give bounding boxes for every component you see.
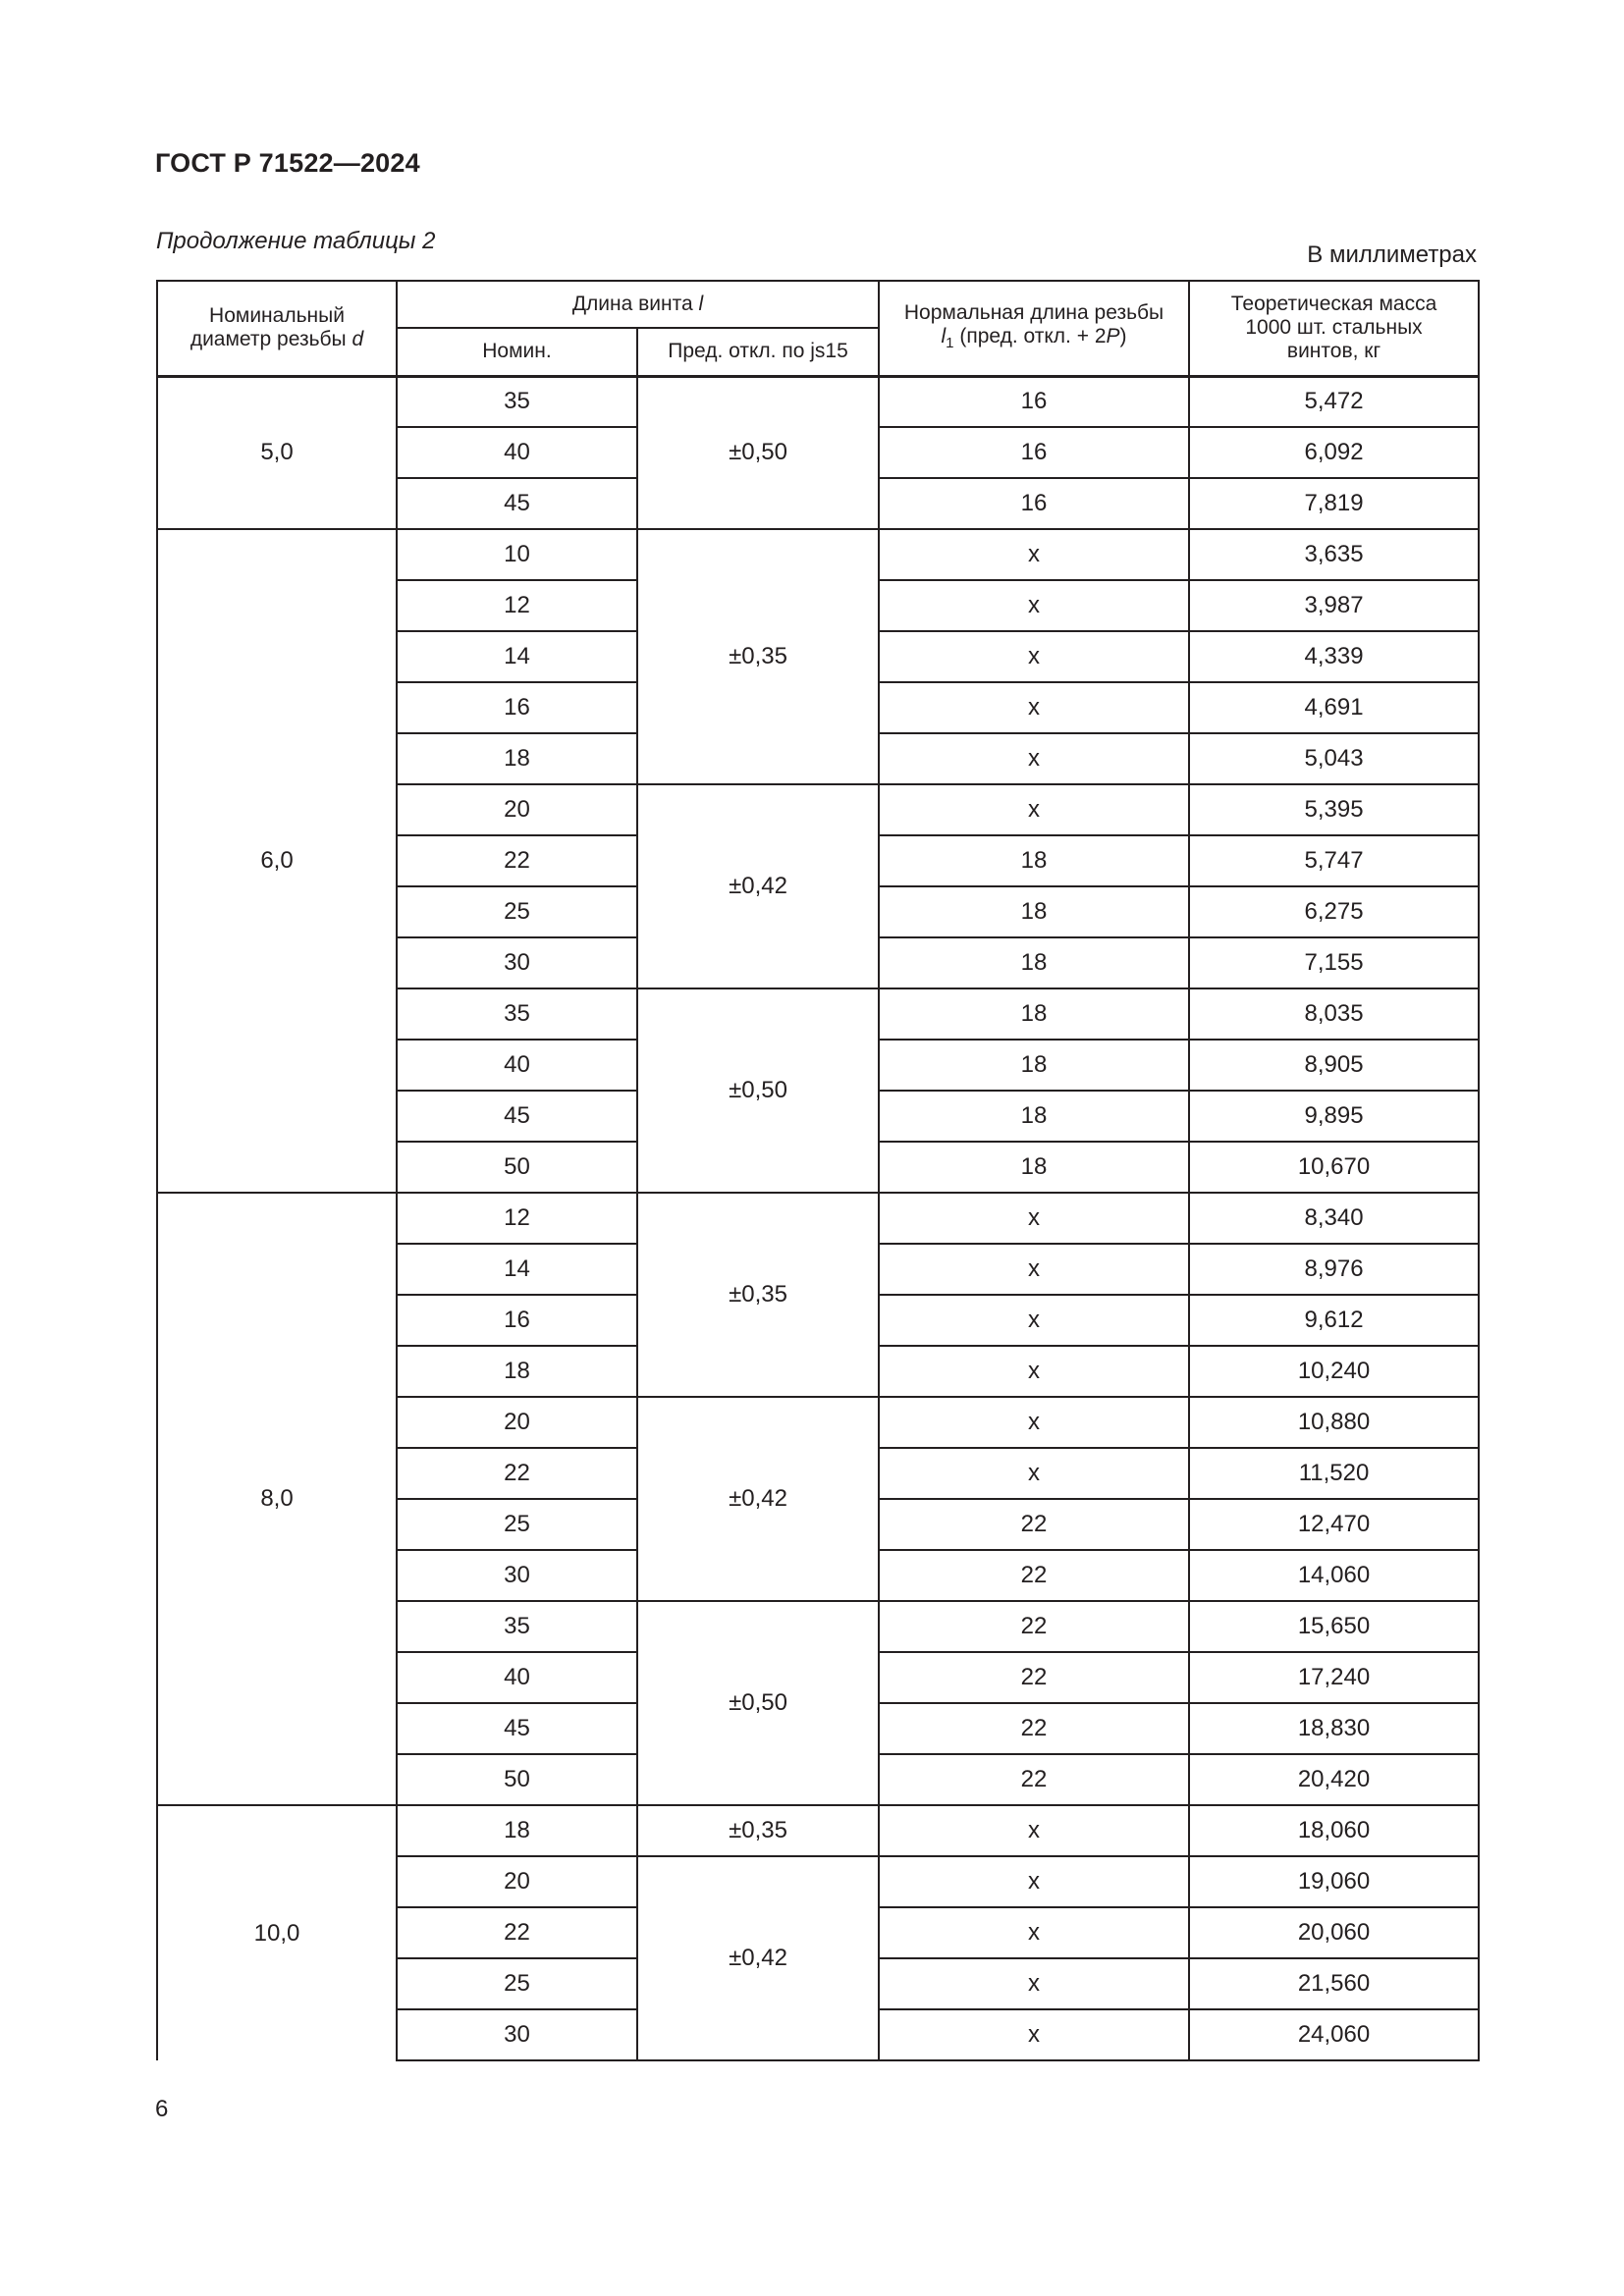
cell-mass: 8,035 xyxy=(1189,988,1479,1040)
cell-mass: 17,240 xyxy=(1189,1652,1479,1703)
cell-nominal-length: 10 xyxy=(397,529,637,580)
cell-nominal-length: 14 xyxy=(397,631,637,682)
cell-nominal-length: 14 xyxy=(397,1244,637,1295)
cell-mass: 20,060 xyxy=(1189,1907,1479,1958)
cell-thread-length: x xyxy=(879,682,1189,733)
cell-nominal-length: 12 xyxy=(397,1193,637,1244)
cell-thread-length: x xyxy=(879,1856,1189,1907)
cell-mass: 10,240 xyxy=(1189,1346,1479,1397)
cell-tolerance: ±0,50 xyxy=(637,988,879,1193)
cell-tolerance: ±0,42 xyxy=(637,1856,879,2060)
cell-nominal-length: 22 xyxy=(397,835,637,886)
cell-nominal-length: 25 xyxy=(397,1958,637,2009)
units-note: В миллиметрах xyxy=(1307,241,1477,268)
cell-thread-length: 22 xyxy=(879,1499,1189,1550)
cell-tolerance: ±0,50 xyxy=(637,376,879,529)
cell-thread-length: 18 xyxy=(879,937,1189,988)
cell-diameter: 5,0 xyxy=(157,376,397,529)
col-header-diameter: Номинальный диаметр резьбы d xyxy=(157,281,397,376)
cell-nominal-length: 50 xyxy=(397,1754,637,1805)
cell-nominal-length: 40 xyxy=(397,1040,637,1091)
cell-thread-length: x xyxy=(879,1805,1189,1856)
cell-mass: 14,060 xyxy=(1189,1550,1479,1601)
cell-nominal-length: 35 xyxy=(397,988,637,1040)
cell-nominal-length: 30 xyxy=(397,1550,637,1601)
cell-thread-length: x xyxy=(879,580,1189,631)
cell-thread-length: 22 xyxy=(879,1652,1189,1703)
cell-mass: 10,880 xyxy=(1189,1397,1479,1448)
cell-mass: 10,670 xyxy=(1189,1142,1479,1193)
table-body xyxy=(157,376,1479,2060)
cell-mass: 4,339 xyxy=(1189,631,1479,682)
col-header-length: Длина винта l xyxy=(397,281,879,328)
cell-nominal-length: 16 xyxy=(397,1295,637,1346)
cell-mass: 4,691 xyxy=(1189,682,1479,733)
cell-mass: 15,650 xyxy=(1189,1601,1479,1652)
cell-tolerance: ±0,50 xyxy=(637,1601,879,1805)
cell-mass: 9,895 xyxy=(1189,1091,1479,1142)
cell-mass: 7,819 xyxy=(1189,478,1479,529)
cell-nominal-length: 45 xyxy=(397,478,637,529)
cell-nominal-length: 20 xyxy=(397,784,637,835)
col-header-tolerance: Пред. откл. по js15 xyxy=(637,328,879,376)
page-number: 6 xyxy=(155,2096,169,2122)
cell-thread-length: 18 xyxy=(879,1040,1189,1091)
cell-nominal-length: 18 xyxy=(397,1346,637,1397)
col-header-nominal: Номин. xyxy=(397,328,637,376)
cell-mass: 11,520 xyxy=(1189,1448,1479,1499)
cell-mass: 8,340 xyxy=(1189,1193,1479,1244)
cell-nominal-length: 35 xyxy=(397,1601,637,1652)
cell-diameter: 8,0 xyxy=(157,1193,397,1805)
cell-thread-length: 18 xyxy=(879,835,1189,886)
col-header-thread: Нормальная длина резьбы $l_1$ (пред. откл. + 2P) xyxy=(879,281,1189,376)
cell-nominal-length: 25 xyxy=(397,886,637,937)
table-row xyxy=(157,1805,1479,1856)
cell-nominal-length: 35 xyxy=(397,376,637,427)
cell-nominal-length: 30 xyxy=(397,937,637,988)
cell-thread-length: x xyxy=(879,1244,1189,1295)
cell-nominal-length: 22 xyxy=(397,1448,637,1499)
cell-thread-length: 16 xyxy=(879,427,1189,478)
cell-nominal-length: 40 xyxy=(397,1652,637,1703)
cell-mass: 3,635 xyxy=(1189,529,1479,580)
cell-thread-length: x xyxy=(879,1448,1189,1499)
table-row xyxy=(157,376,1479,427)
cell-thread-length: 18 xyxy=(879,886,1189,937)
table-caption: Продолжение таблицы 2 xyxy=(156,228,436,254)
cell-thread-length: x xyxy=(879,1958,1189,2009)
cell-thread-length: x xyxy=(879,1193,1189,1244)
cell-thread-length: 22 xyxy=(879,1703,1189,1754)
cell-nominal-length: 30 xyxy=(397,2009,637,2060)
col-header-mass: Теоретическая масса 1000 шт. стальных винтов, кг xyxy=(1189,281,1479,376)
cell-nominal-length: 16 xyxy=(397,682,637,733)
cell-nominal-length: 45 xyxy=(397,1091,637,1142)
cell-thread-length: 18 xyxy=(879,1091,1189,1142)
cell-thread-length: 16 xyxy=(879,478,1189,529)
cell-mass: 5,472 xyxy=(1189,376,1479,427)
header-row-1 xyxy=(157,281,1479,328)
cell-thread-length: x xyxy=(879,1907,1189,1958)
cell-diameter: 10,0 xyxy=(157,1805,397,2060)
cell-nominal-length: 25 xyxy=(397,1499,637,1550)
cell-thread-length: 22 xyxy=(879,1550,1189,1601)
spec-table xyxy=(156,280,1480,2061)
cell-thread-length: 22 xyxy=(879,1601,1189,1652)
cell-thread-length: x xyxy=(879,1397,1189,1448)
cell-mass: 6,092 xyxy=(1189,427,1479,478)
cell-mass: 20,420 xyxy=(1189,1754,1479,1805)
cell-mass: 21,560 xyxy=(1189,1958,1479,2009)
cell-thread-length: 18 xyxy=(879,988,1189,1040)
cell-tolerance: ±0,42 xyxy=(637,784,879,988)
cell-nominal-length: 20 xyxy=(397,1397,637,1448)
cell-thread-length: 18 xyxy=(879,1142,1189,1193)
cell-mass: 3,987 xyxy=(1189,580,1479,631)
cell-mass: 5,043 xyxy=(1189,733,1479,784)
cell-mass: 24,060 xyxy=(1189,2009,1479,2060)
table-row xyxy=(157,1193,1479,1244)
cell-nominal-length: 20 xyxy=(397,1856,637,1907)
cell-thread-length: x xyxy=(879,784,1189,835)
cell-nominal-length: 18 xyxy=(397,1805,637,1856)
cell-thread-length: x xyxy=(879,631,1189,682)
cell-mass: 19,060 xyxy=(1189,1856,1479,1907)
cell-mass: 18,060 xyxy=(1189,1805,1479,1856)
cell-nominal-length: 12 xyxy=(397,580,637,631)
cell-nominal-length: 50 xyxy=(397,1142,637,1193)
cell-tolerance: ±0,35 xyxy=(637,529,879,784)
cell-thread-length: x xyxy=(879,529,1189,580)
cell-thread-length: 22 xyxy=(879,1754,1189,1805)
cell-tolerance: ±0,35 xyxy=(637,1805,879,1856)
cell-mass: 5,747 xyxy=(1189,835,1479,886)
cell-mass: 8,905 xyxy=(1189,1040,1479,1091)
cell-nominal-length: 40 xyxy=(397,427,637,478)
cell-nominal-length: 22 xyxy=(397,1907,637,1958)
cell-mass: 7,155 xyxy=(1189,937,1479,988)
cell-thread-length: 16 xyxy=(879,376,1189,427)
cell-mass: 6,275 xyxy=(1189,886,1479,937)
cell-nominal-length: 18 xyxy=(397,733,637,784)
cell-mass: 5,395 xyxy=(1189,784,1479,835)
cell-mass: 9,612 xyxy=(1189,1295,1479,1346)
cell-diameter: 6,0 xyxy=(157,529,397,1193)
cell-mass: 12,470 xyxy=(1189,1499,1479,1550)
table-row xyxy=(157,529,1479,580)
cell-thread-length: x xyxy=(879,2009,1189,2060)
cell-thread-length: x xyxy=(879,1295,1189,1346)
cell-thread-length: x xyxy=(879,733,1189,784)
cell-mass: 8,976 xyxy=(1189,1244,1479,1295)
cell-tolerance: ±0,42 xyxy=(637,1397,879,1601)
cell-tolerance: ±0,35 xyxy=(637,1193,879,1397)
cell-mass: 18,830 xyxy=(1189,1703,1479,1754)
cell-thread-length: x xyxy=(879,1346,1189,1397)
document-title: ГОСТ Р 71522—2024 xyxy=(155,148,420,178)
cell-nominal-length: 45 xyxy=(397,1703,637,1754)
